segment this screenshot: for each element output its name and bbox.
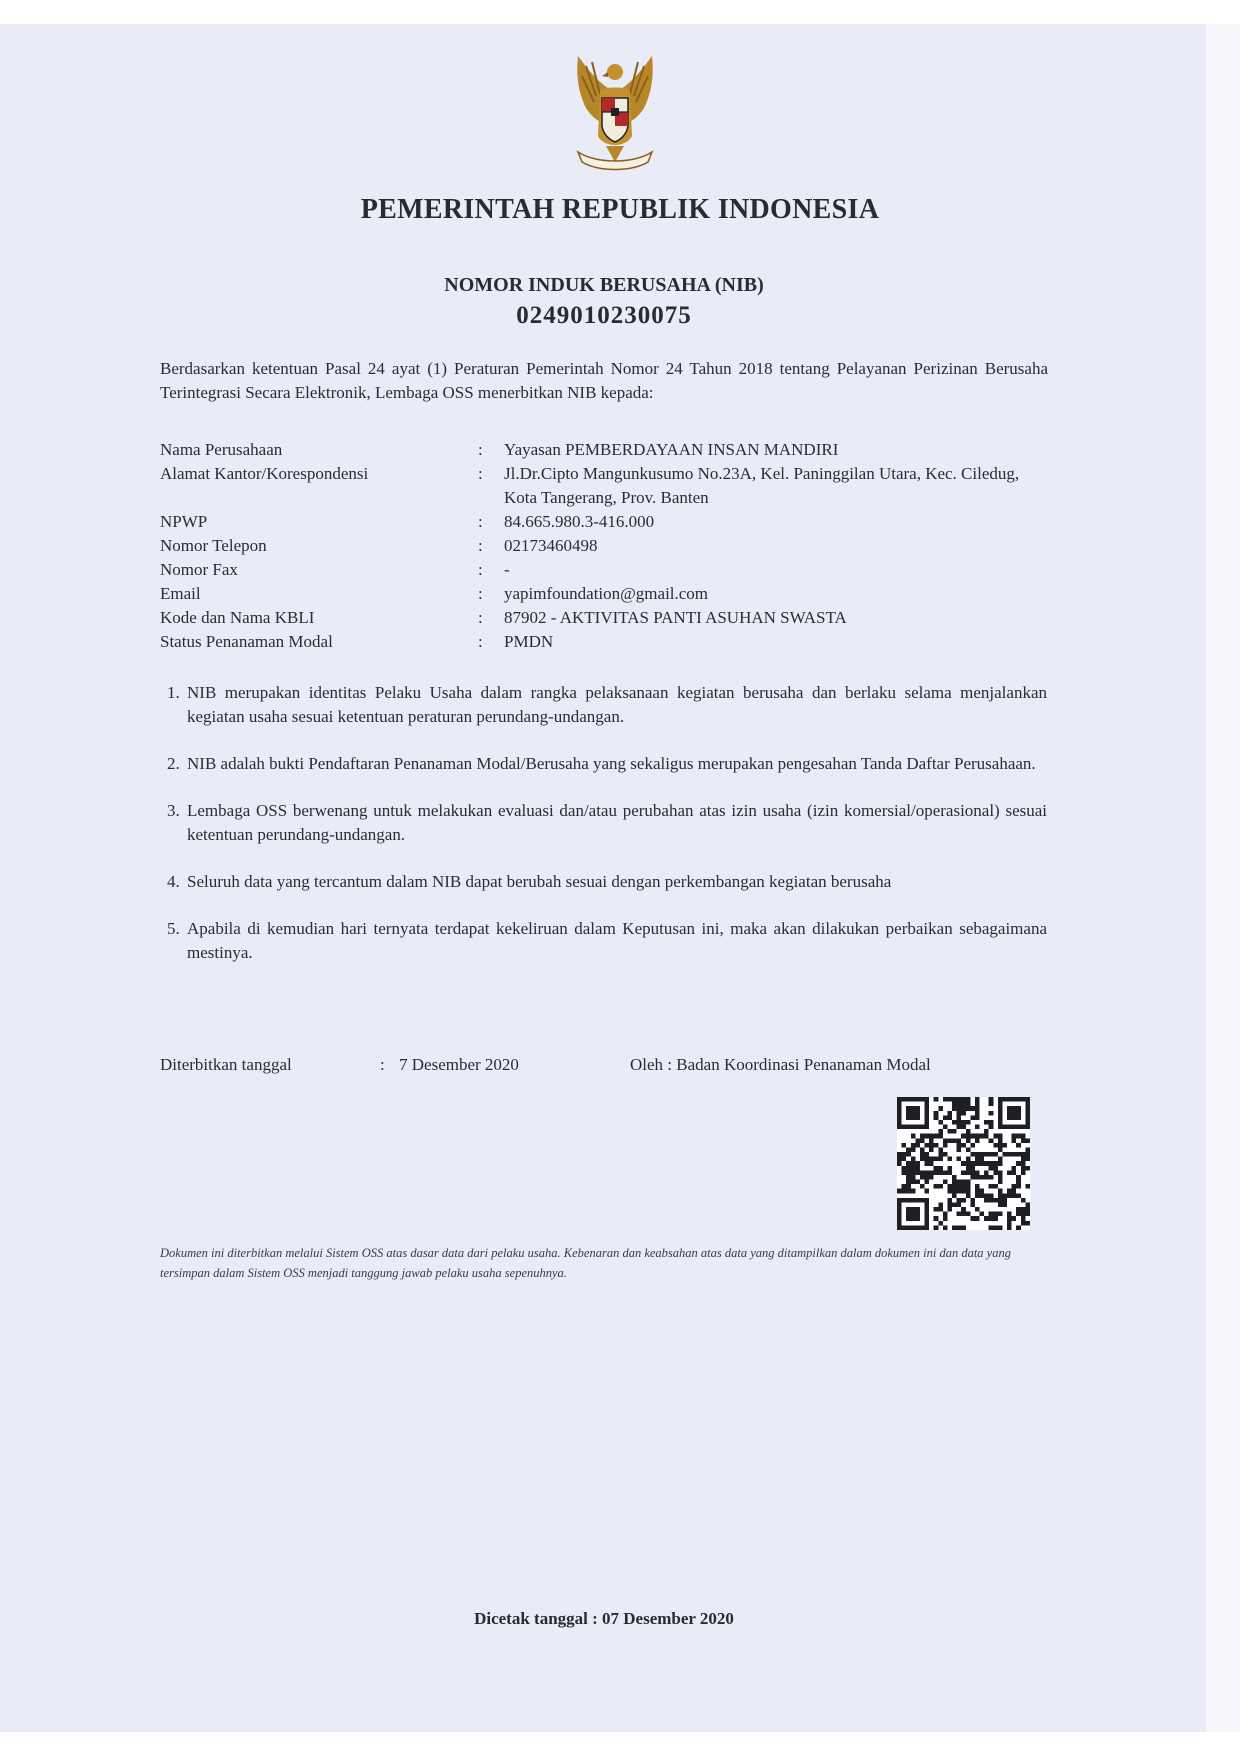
note-number: 1. [167,683,180,702]
field-value: PMDN [504,632,554,651]
field-label: Email [160,584,201,603]
issued-date: 7 Desember 2020 [399,1055,519,1074]
note-number: 4. [167,872,180,891]
note-text: Apabila di kemudian hari ternyata terdapat kekeliruan dalam Keputusan ini, maka akan dilakukan perbaikan sebagaimana mestinya. [187,919,1047,962]
company-fields [160,438,1050,654]
field-row-kbli [160,606,1050,630]
issued-label: Diterbitkan tanggal [160,1055,292,1074]
note-item [167,799,1047,847]
field-separator: : [478,560,483,579]
field-label: Nama Perusahaan [160,440,283,459]
note-item [167,917,1047,965]
field-separator: : [478,608,483,627]
note-number: 2. [167,754,180,773]
note-text: Lembaga OSS berwenang untuk melakukan evaluasi dan/atau perubahan atas izin usaha (izin komersial/operasional) sesuai ketentuan perundang-undangan. [187,801,1047,844]
note-text: Seluruh data yang tercantum dalam NIB dapat berubah sesuai dengan perkembangan kegiatan berusaha [187,872,892,891]
note-text: NIB adalah bukti Pendaftaran Penanaman Modal/Berusaha yang sekaligus merupakan pengesahan Tanda Daftar Perusahaan. [187,754,1036,773]
paper-edge [1206,24,1240,1732]
field-separator: : [478,536,483,555]
field-row-phone [160,534,1050,558]
intro-paragraph: Berdasarkan ketentuan Pasal 24 ayat (1) Peraturan Pemerintah Nomor 24 Tahun 2018 tentang Pelayanan Perizinan Berusaha Terintegrasi Secara Elektronik, Lembaga OSS menerbitkan NIB kepada: [160,359,1048,402]
field-row-fax [160,558,1050,582]
note-item [167,870,1047,894]
notes-list [167,681,1047,988]
field-separator: : [478,464,483,483]
field-separator: : [478,632,483,651]
field-value: Jl.Dr.Cipto Mangunkusumo No.23A, Kel. Paninggilan Utara, Kec. Ciledug, Kota Tangerang, Prov. Banten [504,464,1020,507]
note-number: 5. [167,919,180,938]
field-separator: : [478,584,483,603]
nib-label: NOMOR INDUK BERUSAHA (NIB) [444,274,764,296]
field-value: 02173460498 [504,536,598,555]
field-row-investment-status [160,630,1050,654]
field-label: Nomor Telepon [160,536,267,555]
field-row-address [160,462,1050,510]
issuing-authority: Oleh : Badan Koordinasi Penanaman Modal [630,1055,931,1074]
printed-date: Dicetak tanggal : 07 Desember 2020 [474,1609,734,1628]
field-value: - [504,560,510,579]
nib-number: 0249010230075 [516,302,692,329]
field-value: Yayasan PEMBERDAYAAN INSAN MANDIRI [504,440,839,459]
field-label: Kode dan Nama KBLI [160,608,315,627]
issued-separator: : [380,1055,385,1074]
note-item [167,752,1047,776]
note-item [167,681,1047,729]
note-number: 3. [167,801,180,820]
qr-code-icon [897,1097,1030,1230]
field-separator: : [478,512,483,531]
field-label: Alamat Kantor/Korespondensi [160,464,369,483]
disclaimer-text: Dokumen ini diterbitkan melalui Sistem OSS atas dasar data dari pelaku usaha. Kebenaran dan keabsahan atas data yang ditampilkan dalam dokumen ini dan data yang tersimpan dalam Sistem OSS menjadi tanggung jawab pelaku usaha sepenuhnya. [160,1246,1011,1280]
field-value: 84.665.980.3-416.000 [504,512,655,531]
note-text: NIB merupakan identitas Pelaku Usaha dalam rangka pelaksanaan kegiatan berusaha dan berlaku selama menjalankan kegiatan usaha sesuai ketentuan peraturan perundang-undangan. [187,683,1047,726]
field-row-email [160,582,1050,606]
field-row-company-name [160,438,1050,462]
government-title: PEMERINTAH REPUBLIK INDONESIA [360,194,880,225]
field-label: Nomor Fax [160,560,238,579]
field-row-npwp [160,510,1050,534]
field-label: Status Penanaman Modal [160,632,333,651]
field-value: yapimfoundation@gmail.com [504,584,709,603]
garuda-emblem-icon [556,52,674,177]
field-label: NPWP [160,512,208,531]
field-separator: : [478,440,483,459]
field-value: 87902 - AKTIVITAS PANTI ASUHAN SWASTA [504,608,847,627]
